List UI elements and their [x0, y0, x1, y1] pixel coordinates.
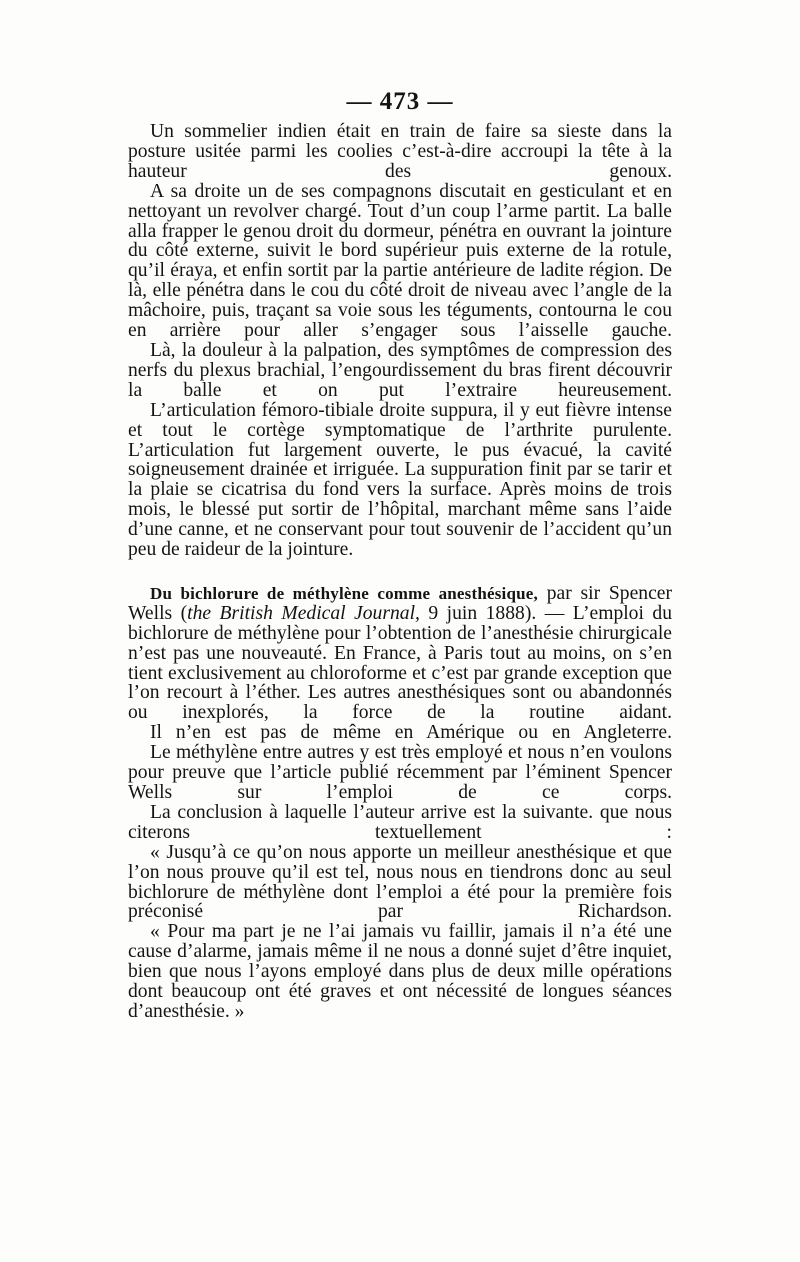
- article-paragraph-2: Le méthylène entre autres y est très employé et nous n’en voulons pour preuve que l’article publié récemment par l’éminent Spencer Wells sur l’emploi de ce corps.: [128, 742, 672, 803]
- article-title: Du bichlorure de méthylène comme anesthésique,: [150, 583, 538, 603]
- article-byline: par sir Spencer Wells (: [128, 582, 672, 624]
- article-intro: — L’emploi du bichlorure de méthylène pour l’obtention de l’anesthésie chirurgicale n’est pas une nouveauté. En France, à Paris tout au moins, on s’en tient exclusivement au chloroforme et c’est par grande exception que l’on recourt à l’éther. Les autres anesthésiques sont ou abandonnés ou inexplorés, la force de la routine aidant.: [128, 602, 672, 724]
- article-paragraph-1: Il n’en est pas de même en Amérique ou en Angleterre.: [150, 722, 672, 744]
- article-source-date: 9 juin 1888).: [419, 602, 537, 624]
- article-quote-2: « Pour ma part je ne l’ai jamais vu faillir, jamais il n’a été une cause d’alarme, jamais même il ne nous a donné sujet d’être inquiet, bien que nous l’ayons employé dans plus de deux mille opérations dont beaucoup ont été graves et ont nécessité de longues séances d’anesthésie. »: [128, 921, 672, 1022]
- case-paragraph-2: A sa droite un de ses compagnons discutait en gesticulant et en nettoyant un revolver chargé. Tout d’un coup l’arme partit. La balle alla frapper le genou droit du dormeur, pénétra en ouvrant la jointure du côté externe, suivit le bord supérieur puis externe de la rotule, qu’il éraya, et enfin sortit par la partie antérieure de ladite région. De là, elle pénétra dans le cou du côté droit de niveau avec l’angle de la mâchoire, puis, traçant sa voie sous les téguments, contourna le cou en arrière pour aller s’engager sous l’aisselle gauche.: [128, 180, 672, 342]
- case-paragraph-3: Là, la douleur à la palpation, des symptômes de compression des nerfs du plexus brachial, l’engourdissement du bras firent découvrir la balle et on put l’extraire heureusement.: [128, 339, 672, 401]
- article-source: the British Medical Journal,: [187, 602, 420, 624]
- article-heading-paragraph: [128, 584, 672, 723]
- article-paragraph-3: La conclusion à laquelle l’auteur arrive est la suivante. que nous citerons textuellement :: [128, 801, 672, 843]
- case-paragraph-1: Un sommelier indien était en train de faire sa sieste dans la posture usitée parmi les coolies c’est-à-dire accroupi la tête à la hauteur des genoux.: [128, 121, 672, 182]
- page-number: — 473 —: [346, 88, 454, 115]
- case-paragraph-4: L’articulation fémoro-tibiale droite suppura, il y eut fièvre intense et tout le cortège symptomatique de l’arthrite purulente. L’articulation fut largement ouverte, le pus évacué, la cavité soigneusement drainée et irriguée. La suppuration finit par se tarir et la plaie se cicatrisa du fond vers la surface. Après moins de trois mois, le blessé put sortir de l’hôpital, marchant même sans l’aide d’une canne, et ne conservant pour tout souvenir de l’accident qu’un peu de raideur de la jointure.: [128, 399, 672, 561]
- section-gap: [128, 560, 672, 584]
- page-body: [128, 122, 672, 1022]
- article-quote-1: « Jusqu’à ce qu’on nous apporte un meilleur anesthésique et que l’on nous prouve qu’il est tel, nous nous en tiendrons donc au seul bichlorure de méthylène dont l’emploi a été pour la première fois préconisé par Richardson.: [128, 841, 672, 923]
